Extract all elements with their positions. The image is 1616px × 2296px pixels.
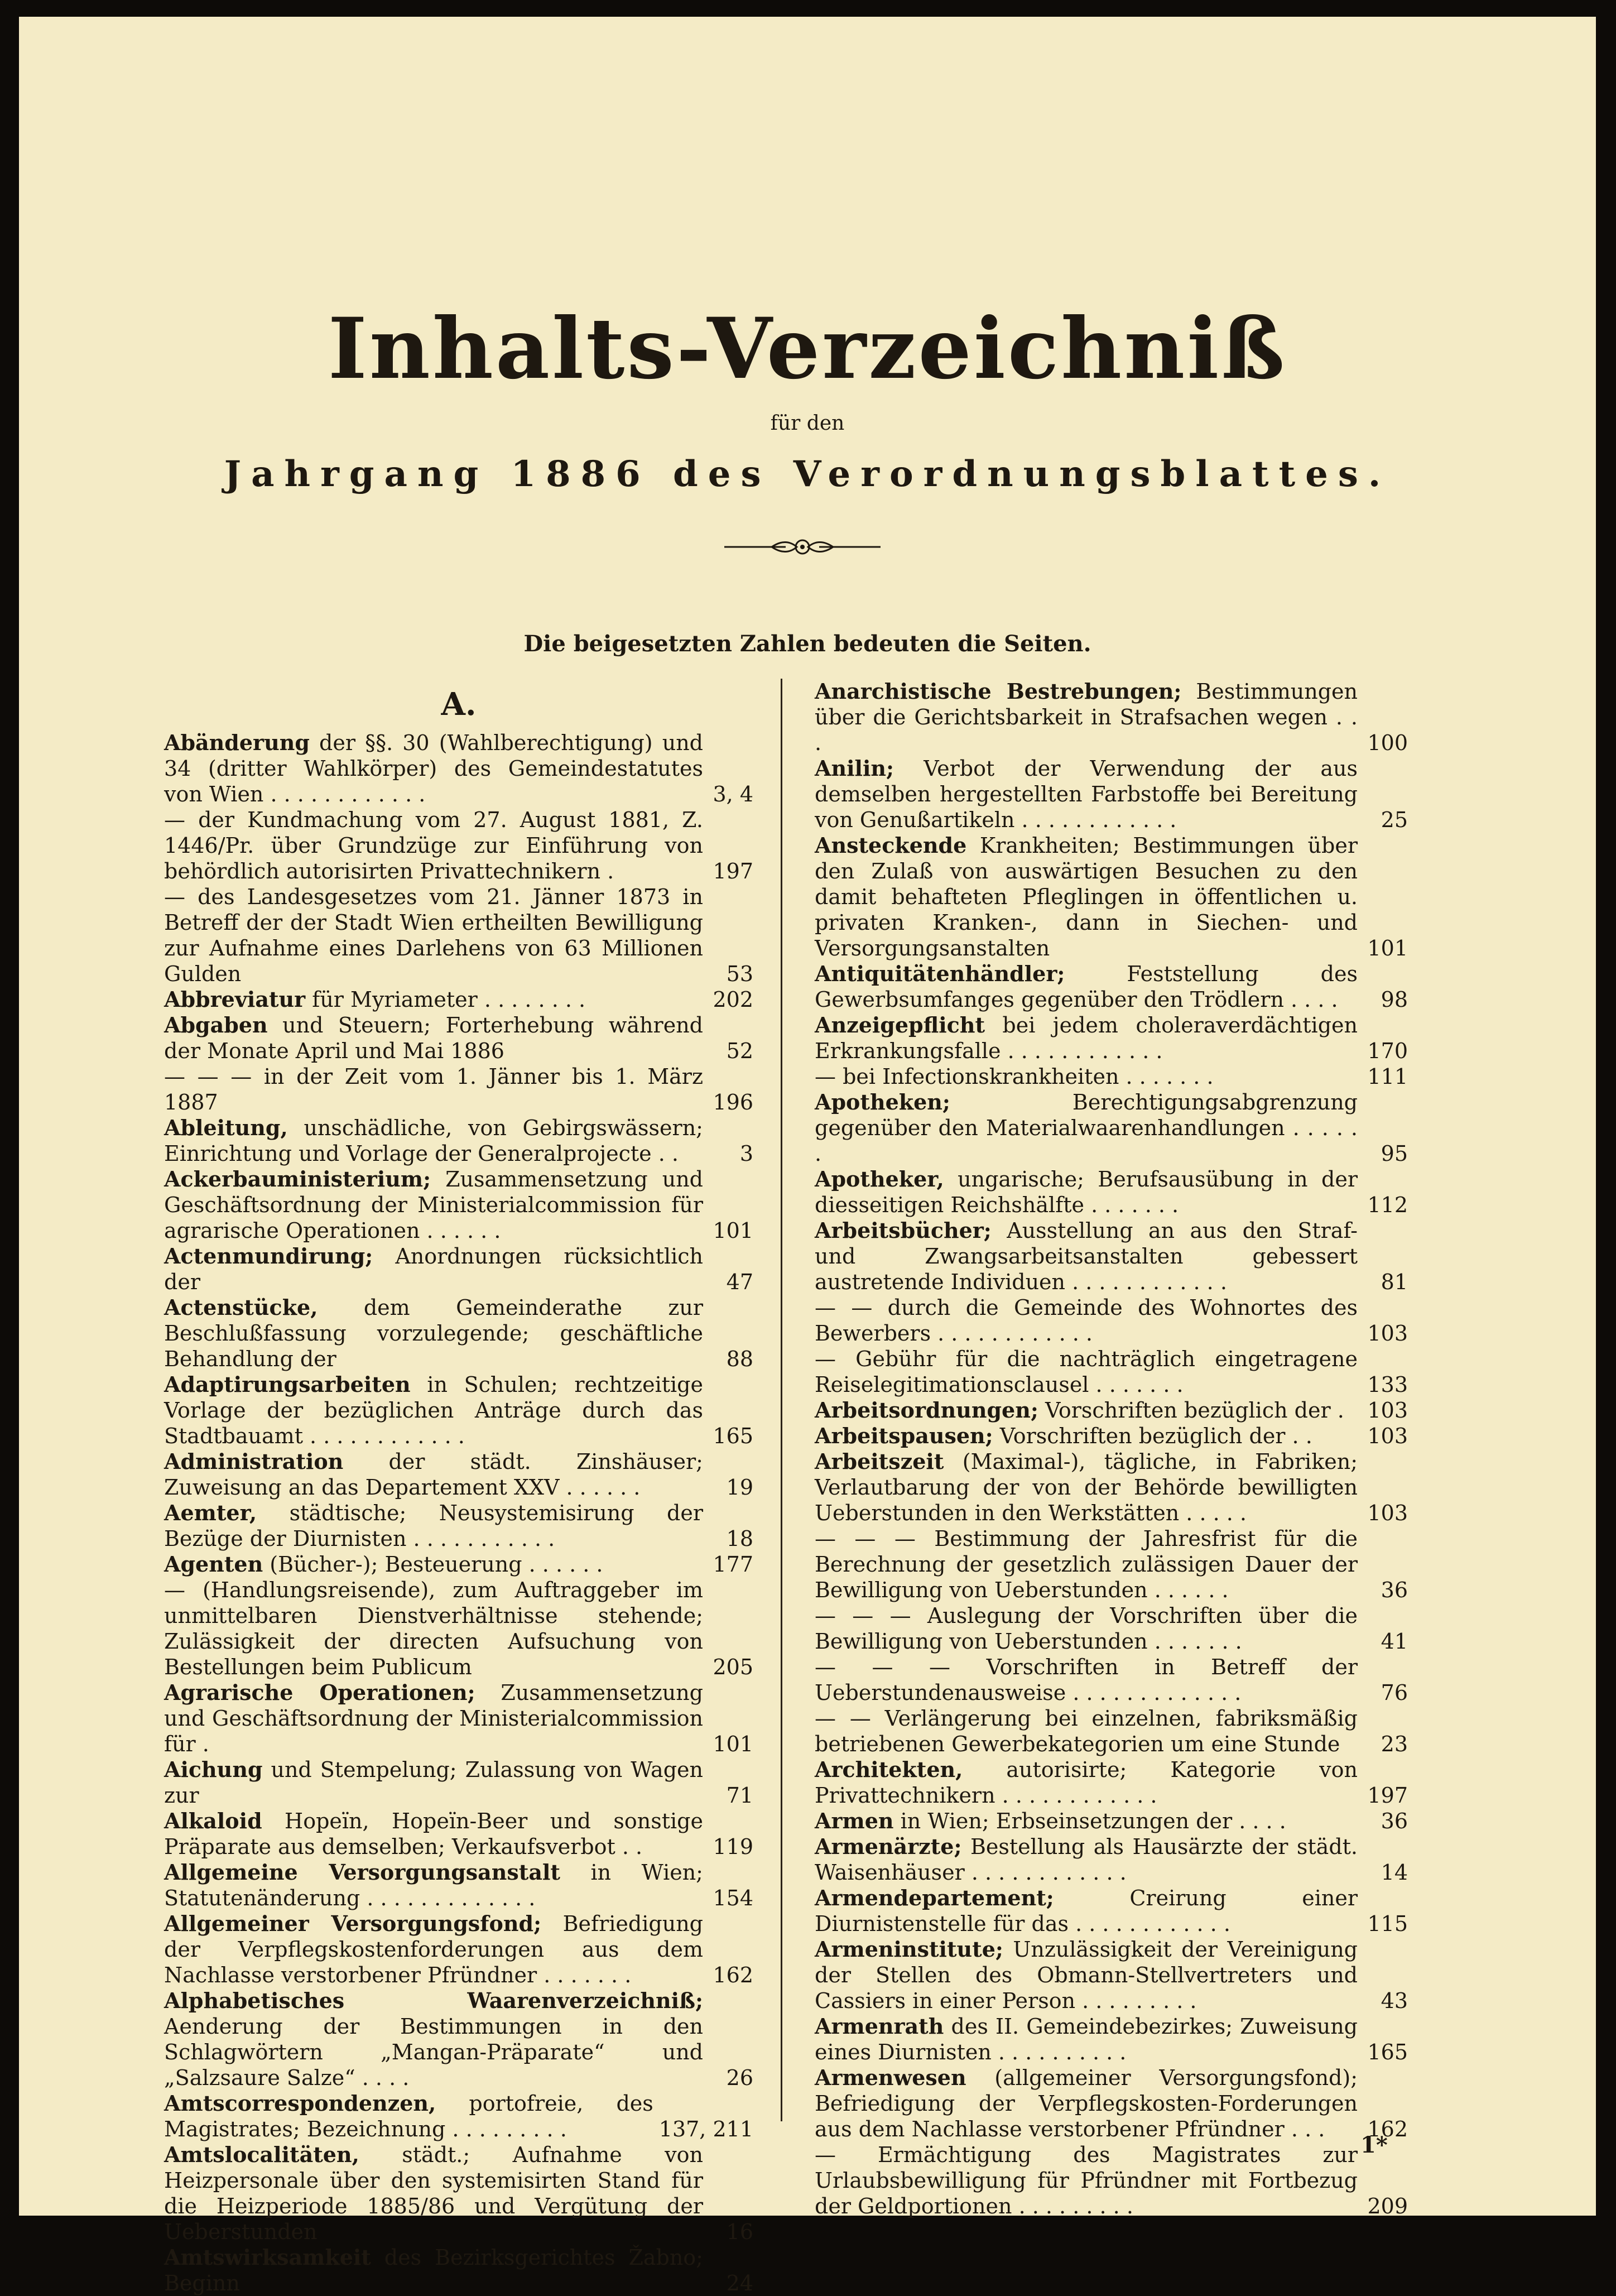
entry-page-number: 103 <box>1367 1398 1408 1423</box>
entry-text <box>164 884 703 987</box>
entry-description: Befriedigung der Verpflegskostenforderungen aus dem Nachlasse verstorbener Pfründner . . . . . . . <box>164 1911 703 1987</box>
entry-page-number: 101 <box>713 1218 753 1243</box>
entry-keyword: Allgemeine Versorgungsanstalt <box>164 1860 560 1885</box>
entry-keyword: Armenrath <box>815 2014 944 2039</box>
page-title: Inhalts-Verzeichniß <box>328 300 1287 398</box>
entry-page-number: 165 <box>1367 2040 1408 2064</box>
entry-description: ungarische; Berufsausübung in der diesseitigen Reichshälfte . . . . . . . <box>815 1167 1358 1217</box>
entry-text <box>815 1346 1358 1397</box>
entry-keyword: Aemter, <box>164 1500 257 1525</box>
entry-list-right <box>815 679 1408 2219</box>
index-entry <box>815 1654 1408 1706</box>
entry-page-number: 88 <box>726 1347 753 1371</box>
index-entry <box>164 1808 753 1860</box>
entry-page-number: 197 <box>713 859 753 883</box>
entry-keyword: Allgemeiner Versorgungsfond; <box>164 1911 542 1936</box>
entry-keyword: Agenten <box>164 1552 263 1577</box>
entry-description: (allgemeiner Versorgungsfond); Befriedigung der Verpflegskosten-Forderungen aus dem Nachlasse verstorbener Pfründner . . . <box>815 2066 1358 2141</box>
entry-page-number: 26 <box>726 2066 753 2090</box>
entry-text <box>815 1218 1358 1295</box>
entry-description: Vorschriften bezüglich der . . <box>993 1424 1312 1448</box>
index-entry <box>815 679 1408 756</box>
entry-page-number: 24 <box>726 2271 753 2295</box>
entry-page-number: 16 <box>726 2220 753 2244</box>
page-note: Die beigesetzten Zahlen bedeuten die Seiten. <box>523 631 1091 657</box>
entry-list-left <box>164 730 753 2296</box>
index-entry <box>815 1346 1408 1397</box>
entry-text <box>164 1680 703 1757</box>
entry-page-number: 3, 4 <box>713 782 753 806</box>
entry-text <box>164 1911 703 1988</box>
entry-text <box>815 1166 1358 1218</box>
index-entry <box>164 2245 753 2296</box>
entry-keyword: Architekten, <box>815 1757 963 1782</box>
entry-keyword: Apotheker, <box>815 1166 944 1192</box>
entry-page-number: 112 <box>1367 1193 1408 1217</box>
entry-page-number: 205 <box>713 1655 753 1679</box>
entry-page-number: 111 <box>1367 1064 1408 1089</box>
entry-page-number: 133 <box>1367 1372 1408 1397</box>
entry-page-number: 100 <box>1367 731 1408 755</box>
entry-keyword: Ackerbauministerium; <box>164 1166 431 1192</box>
entry-keyword: Abänderung <box>164 730 310 755</box>
index-entry <box>815 1397 1408 1423</box>
entry-keyword: Actenmundirung; <box>164 1243 373 1269</box>
entry-text <box>164 730 703 807</box>
entry-page-number: 115 <box>1367 1911 1408 1936</box>
entry-text <box>164 1808 703 1860</box>
entry-description: dem Gemeinderathe zur Beschlußfassung vorzulegende; geschäftliche Behandlung der <box>164 1295 703 1371</box>
entry-description: und Stempelung; Zulassung von Wagen zur <box>164 1757 703 1808</box>
entry-keyword: Administration <box>164 1449 344 1474</box>
index-entry <box>164 1680 753 1757</box>
entry-keyword: Alphabetisches Waarenverzeichniß; <box>164 1988 703 2013</box>
index-entry <box>164 1911 753 1988</box>
entry-page-number: 103 <box>1367 1321 1408 1346</box>
entry-description: Feststellung des Gewerbsumfanges gegenüber den Trödlern . . . . <box>815 962 1358 1012</box>
index-entry <box>815 1295 1408 1346</box>
entry-description: autorisirte; Kategorie von Privattechnikern . . . . . . . . . . . . <box>815 1757 1358 1808</box>
entry-page-number: 197 <box>1367 1783 1408 1808</box>
entry-description: — — Verlängerung bei einzelnen, fabriksmäßig betriebenen Gewerbekategorien um eine Stunde <box>815 1706 1358 1756</box>
entry-keyword: Antiquitätenhändler; <box>815 961 1065 986</box>
entry-description: Ausstellung an aus den Straf- und Zwangsarbeitsanstalten gebessert austretende Individuen . . . . . . . . . . . . <box>815 1218 1358 1294</box>
entry-description: (Bücher-); Besteuerung . . . . . . <box>263 1552 603 1577</box>
index-entry <box>815 1166 1408 1218</box>
entry-page-number: 76 <box>1381 1680 1408 1705</box>
page-subtitle: Jahrgang 1886 des Verordnungsblattes. <box>224 453 1391 495</box>
entry-page-number: 154 <box>713 1886 753 1910</box>
entry-page-number: 101 <box>1367 936 1408 960</box>
entry-text <box>815 1449 1358 1526</box>
entry-keyword: Amtslocalitäten, <box>164 2142 359 2167</box>
entry-keyword: Armenwesen <box>815 2065 966 2090</box>
entry-description: — Gebühr für die nachträglich eingetragene Reiselegitimationsclausel . . . . . . . <box>815 1347 1358 1397</box>
index-entry <box>164 1577 753 1680</box>
entry-page-number: 95 <box>1381 1141 1408 1166</box>
entry-description: Anordnungen rücksichtlich der <box>164 1244 703 1294</box>
entry-keyword: Adaptirungsarbeiten <box>164 1372 411 1397</box>
entry-keyword: Apotheken; <box>815 1089 950 1115</box>
entry-keyword: Armendepartement; <box>815 1885 1054 1910</box>
ornament-divider-icon <box>719 533 886 561</box>
entry-description: Berechtigungsabgrenzung gegenüber den Materialwaarenhandlungen . . . . . . <box>815 1090 1358 1166</box>
index-entry <box>164 1372 753 1449</box>
entry-description: des Bezirksgerichtes Žabno; Beginn <box>164 2245 703 2295</box>
index-entry <box>815 1834 1408 1885</box>
entry-page-number: 101 <box>713 1732 753 1756</box>
entry-text <box>815 1757 1358 1808</box>
index-entry <box>164 2142 753 2245</box>
entry-text <box>815 2065 1358 2142</box>
entry-description: Creirung einer Diurnistenstelle für das . . . . . . . . . . . . <box>815 1886 1358 1936</box>
index-entry <box>815 2065 1408 2142</box>
entry-text <box>815 1397 1358 1423</box>
entry-keyword: Arbeitsordnungen; <box>815 1397 1038 1423</box>
entry-keyword: Armeninstitute; <box>815 1937 1003 1962</box>
entry-keyword: Armen <box>815 1808 894 1833</box>
entry-description: Verbot der Verwendung der aus demselben hergestellten Farbstoffe bei Bereitung von Genußartikeln . . . . . . . . . . . . <box>815 756 1358 832</box>
entry-description: unschädliche, von Gebirgswässern; Einrichtung und Vorlage der Generalprojecte . . <box>164 1116 703 1166</box>
entry-description: Hopeïn, Hopeïn-Beer und sonstige Präparate aus demselben; Verkaufsverbot . . <box>164 1809 703 1859</box>
entry-page-number: 47 <box>726 1270 753 1294</box>
entry-description: portofreie, des Magistrates; Bezeichnung . . . . . . . . . <box>164 2091 653 2141</box>
entry-text <box>815 2014 1358 2065</box>
entry-description: und Steuern; Forterhebung während der Monate April und Mai 1886 <box>164 1013 703 1063</box>
entry-keyword: Anilin; <box>815 756 894 781</box>
index-entry <box>164 1295 753 1372</box>
entry-text <box>815 1885 1358 1937</box>
index-entry <box>164 1166 753 1243</box>
entry-page-number: 137, 211 <box>658 2117 753 2141</box>
entry-page-number: 18 <box>726 1526 753 1551</box>
entry-page-number: 98 <box>1381 987 1408 1012</box>
entry-description: — — — Bestimmung der Jahresfrist für die Berechnung der gesetzlich zulässigen Dauer der Bewilligung von Ueberstunden . . . . . . <box>815 1526 1358 1602</box>
entry-text <box>164 1064 703 1115</box>
index-entry <box>815 2014 1408 2065</box>
index-entry <box>815 1885 1408 1937</box>
entry-page-number: 3 <box>739 1141 753 1166</box>
entry-description: bei jedem choleraverdächtigen Erkrankungsfalle . . . . . . . . . . . . <box>815 1013 1358 1063</box>
index-column-left <box>164 679 753 2296</box>
entry-text <box>164 1449 703 1500</box>
document-page <box>19 17 1596 2295</box>
index-entry <box>164 1115 753 1166</box>
entry-description: (Maximal-), tägliche, in Fabriken; Verlautbarung der von der Behörde bewilligten Ueberstunden in den Werkstätten . . . . . <box>815 1449 1358 1525</box>
entry-description: — — — Auslegung der Vorschriften über die Bewilligung von Ueberstunden . . . . . . . <box>815 1603 1358 1654</box>
index-entry <box>815 1012 1408 1064</box>
entry-page-number: 25 <box>1381 808 1408 832</box>
entry-text <box>164 987 703 1012</box>
entry-text <box>815 1526 1358 1603</box>
entry-keyword: Alkaloid <box>164 1808 262 1833</box>
entry-page-number: 53 <box>726 962 753 986</box>
entry-keyword: Anzeigepflicht <box>815 1012 985 1037</box>
index-entry <box>164 730 753 807</box>
entry-text <box>815 1603 1358 1654</box>
entry-text <box>164 1757 703 1808</box>
entry-page-number: 52 <box>726 1039 753 1063</box>
entry-text <box>815 1423 1358 1449</box>
index-entry <box>815 2142 1408 2219</box>
index-entry <box>815 1808 1408 1834</box>
section-letter: A. <box>441 686 477 723</box>
entry-description: des II. Gemeindebezirkes; Zuweisung eines Diurnisten . . . . . . . . . . <box>815 2014 1358 2064</box>
entry-description: städt.; Aufnahme von Heizpersonale über den systemisirten Stand für die Heizperiode 1885/86 und Vergütung der Ueberstunden <box>164 2143 703 2244</box>
entry-page-number: 36 <box>1381 1809 1408 1833</box>
index-entry <box>164 1243 753 1295</box>
entry-page-number: 36 <box>1381 1578 1408 1602</box>
entry-page-number: 23 <box>1381 1732 1408 1756</box>
entry-page-number: 162 <box>713 1963 753 1987</box>
entry-keyword: Arbeitsbücher; <box>815 1218 992 1243</box>
entry-text <box>164 2245 703 2296</box>
entry-page-number: 165 <box>713 1424 753 1448</box>
entry-description: — der Kundmachung vom 27. August 1881, Z. 1446/Pr. über Grundzüge zur Einführung von behördlich autorisirten Privattechnikern . <box>164 808 703 883</box>
entry-text <box>164 1552 703 1577</box>
entry-description: Zusammensetzung und Geschäftsordnung der Ministerialcommission für . <box>164 1680 703 1756</box>
index-entry <box>815 1449 1408 1526</box>
entry-text <box>164 1243 703 1295</box>
entry-keyword: Actenstücke, <box>164 1295 318 1320</box>
entry-keyword: Amtswirksamkeit <box>164 2245 371 2270</box>
entry-page-number: 196 <box>713 1090 753 1115</box>
entry-page-number: 81 <box>1381 1270 1408 1294</box>
entry-text <box>164 1166 703 1243</box>
entry-text <box>815 1937 1358 2014</box>
entry-text <box>164 1372 703 1449</box>
entry-description: — des Landesgesetzes vom 21. Jänner 1873 in Betreff der der Stadt Wien ertheilten Bewilligung zur Aufnahme eines Darlehens von 63 Millionen Gulden <box>164 885 703 986</box>
entry-page-number: 119 <box>713 1834 753 1859</box>
index-entry <box>815 1937 1408 2014</box>
entry-description: — — durch die Gemeinde des Wohnortes des Bewerbers . . . . . . . . . . . . <box>815 1295 1358 1346</box>
entry-description: in Schulen; rechtzeitige Vorlage der bezüglichen Anträge durch das Stadtbauamt . . . . . . . . . . . . <box>164 1372 703 1448</box>
entry-text <box>815 1706 1358 1757</box>
entry-description: in Wien; Statutenänderung . . . . . . . . . . . . . <box>164 1860 703 1910</box>
entry-keyword: Amtscorrespondenzen, <box>164 2091 436 2116</box>
entry-keyword: Ansteckende <box>815 833 967 858</box>
entry-text <box>815 679 1358 756</box>
index-entry <box>815 1064 1408 1089</box>
entry-description: Vorschriften bezüglich der . <box>1038 1398 1344 1423</box>
entry-description: Zusammensetzung und Geschäftsordnung der Ministerialcommission für agrarische Operationen . . . . . . <box>164 1167 703 1243</box>
entry-text <box>815 756 1358 833</box>
title-connector: für den <box>770 412 845 435</box>
entry-keyword: Anarchistische Bestrebungen; <box>815 679 1182 704</box>
entry-text <box>815 961 1358 1012</box>
index-entry <box>815 1706 1408 1757</box>
entry-text <box>815 833 1358 961</box>
entry-text <box>815 2142 1358 2219</box>
entry-description: Krankheiten; Bestimmungen über den Zulaß von auswärtigen Besuchen zu den damit behafteten Pfleglingen in öffentlichen u. privaten Kranken-, dann in Siechen- und Versorgungsanstalten <box>815 833 1358 960</box>
index-entry <box>164 1012 753 1064</box>
entry-description: für Myriameter . . . . . . . . <box>305 987 586 1012</box>
index-entry <box>815 1089 1408 1166</box>
entry-description: der §§. 30 (Wahlberechtigung) und 34 (dritter Wahlkörper) des Gemeindestatutes von Wien . . . . . . . . . . . . <box>164 731 703 806</box>
entry-page-number: 202 <box>713 987 753 1012</box>
entry-description: Aenderung der Bestimmungen in den Schlagwörtern „Mangan-Präparate“ und „Salzsaure Salze“ . . . . <box>164 2014 703 2090</box>
index-entry <box>815 961 1408 1012</box>
entry-page-number: 71 <box>726 1783 753 1808</box>
entry-page-number: 103 <box>1367 1501 1408 1525</box>
entry-page-number: 177 <box>713 1552 753 1577</box>
entry-keyword: Aichung <box>164 1757 263 1782</box>
index-entry <box>164 1064 753 1115</box>
entry-description: — (Handlungsreisende), zum Auftraggeber im unmittelbaren Dienstverhältnisse stehende; Zulässigkeit der directen Aufsuchung von Bestellungen beim Publicum <box>164 1578 703 1679</box>
entry-page-number: 170 <box>1367 1039 1408 1063</box>
index-entry <box>164 1500 753 1552</box>
entry-keyword: Armenärzte; <box>815 1834 962 1859</box>
index-entry <box>164 1988 753 2091</box>
index-entry <box>164 884 753 987</box>
entry-text <box>815 1834 1358 1885</box>
entry-page-number: 43 <box>1381 1988 1408 2013</box>
entry-text <box>815 1089 1358 1166</box>
index-entry <box>815 1526 1408 1603</box>
entry-text <box>815 1295 1358 1346</box>
entry-page-number: 19 <box>726 1475 753 1500</box>
entry-text <box>164 807 703 884</box>
entry-keyword: Abbreviatur <box>164 987 306 1012</box>
index-entry <box>815 1218 1408 1295</box>
entry-text <box>815 1654 1358 1706</box>
entry-text <box>164 1295 703 1372</box>
entry-description: — — — in der Zeit vom 1. Jänner bis 1. März 1887 <box>164 1064 703 1115</box>
entry-text <box>164 1988 703 2091</box>
index-entry <box>164 1860 753 1911</box>
index-entry <box>164 1552 753 1577</box>
entry-description: Bestimmungen über die Gerichtsbarkeit in Strafsachen wegen . . . <box>815 679 1358 755</box>
entry-page-number: 41 <box>1381 1629 1408 1654</box>
index-entry <box>164 807 753 884</box>
entry-description: — bei Infectionskrankheiten . . . . . . . <box>815 1064 1214 1089</box>
entry-page-number: 14 <box>1381 1860 1408 1885</box>
entry-description: — Ermächtigung des Magistrates zur Urlaubsbewilligung für Pfründner mit Fortbezug der Geldportionen . . . . . . . . . <box>815 2143 1358 2218</box>
column-divider <box>781 679 782 2121</box>
index-entry <box>164 987 753 1012</box>
entry-text <box>164 1577 703 1680</box>
entry-keyword: Abgaben <box>164 1012 268 1037</box>
entry-keyword: Ableitung, <box>164 1115 288 1140</box>
index-entry <box>815 1757 1408 1808</box>
entry-text <box>815 1808 1358 1834</box>
index-entry <box>164 2091 753 2142</box>
index-entry <box>815 1423 1408 1449</box>
entry-keyword: Agrarische Operationen; <box>164 1680 475 1705</box>
entry-text <box>164 1860 703 1911</box>
index-entry <box>164 1449 753 1500</box>
entry-text <box>815 1012 1358 1064</box>
entry-description: in Wien; Erbseinsetzungen der . . . . <box>893 1809 1286 1833</box>
entry-keyword: Arbeitszeit <box>815 1449 944 1474</box>
index-column-right <box>815 679 1408 2219</box>
entry-text <box>164 1115 703 1166</box>
entry-page-number: 162 <box>1367 2117 1408 2141</box>
entry-text <box>164 1012 703 1064</box>
index-entry <box>815 756 1408 833</box>
entry-page-number: 209 <box>1367 2194 1408 2218</box>
entry-text <box>164 2091 653 2142</box>
entry-description: der städt. Zinshäuser; Zuweisung an das Departement XXV . . . . . . <box>164 1449 703 1500</box>
entry-description: Unzulässigkeit der Vereinigung der Stellen des Obmann-Stellvertreters und Cassiers in einer Person . . . . . . . . . <box>815 1937 1358 2013</box>
entry-description: — — — Vorschriften in Betreff der Ueberstundenausweise . . . . . . . . . . . . . <box>815 1655 1358 1705</box>
index-entry <box>815 833 1408 961</box>
entry-description: Bestellung als Hausärzte der städt. Waisenhäuser . . . . . . . . . . . . <box>815 1834 1358 1885</box>
entry-keyword: Arbeitspausen; <box>815 1423 993 1448</box>
entry-text <box>815 1064 1358 1089</box>
index-entry <box>164 1757 753 1808</box>
entry-page-number: 103 <box>1367 1424 1408 1448</box>
entry-description: städtische; Neusystemisirung der Bezüge der Diurnisten . . . . . . . . . . . <box>164 1501 703 1551</box>
index-entry <box>815 1603 1408 1654</box>
signature-mark: 1* <box>1360 2132 1388 2158</box>
entry-text <box>164 2142 703 2245</box>
entry-text <box>164 1500 703 1552</box>
